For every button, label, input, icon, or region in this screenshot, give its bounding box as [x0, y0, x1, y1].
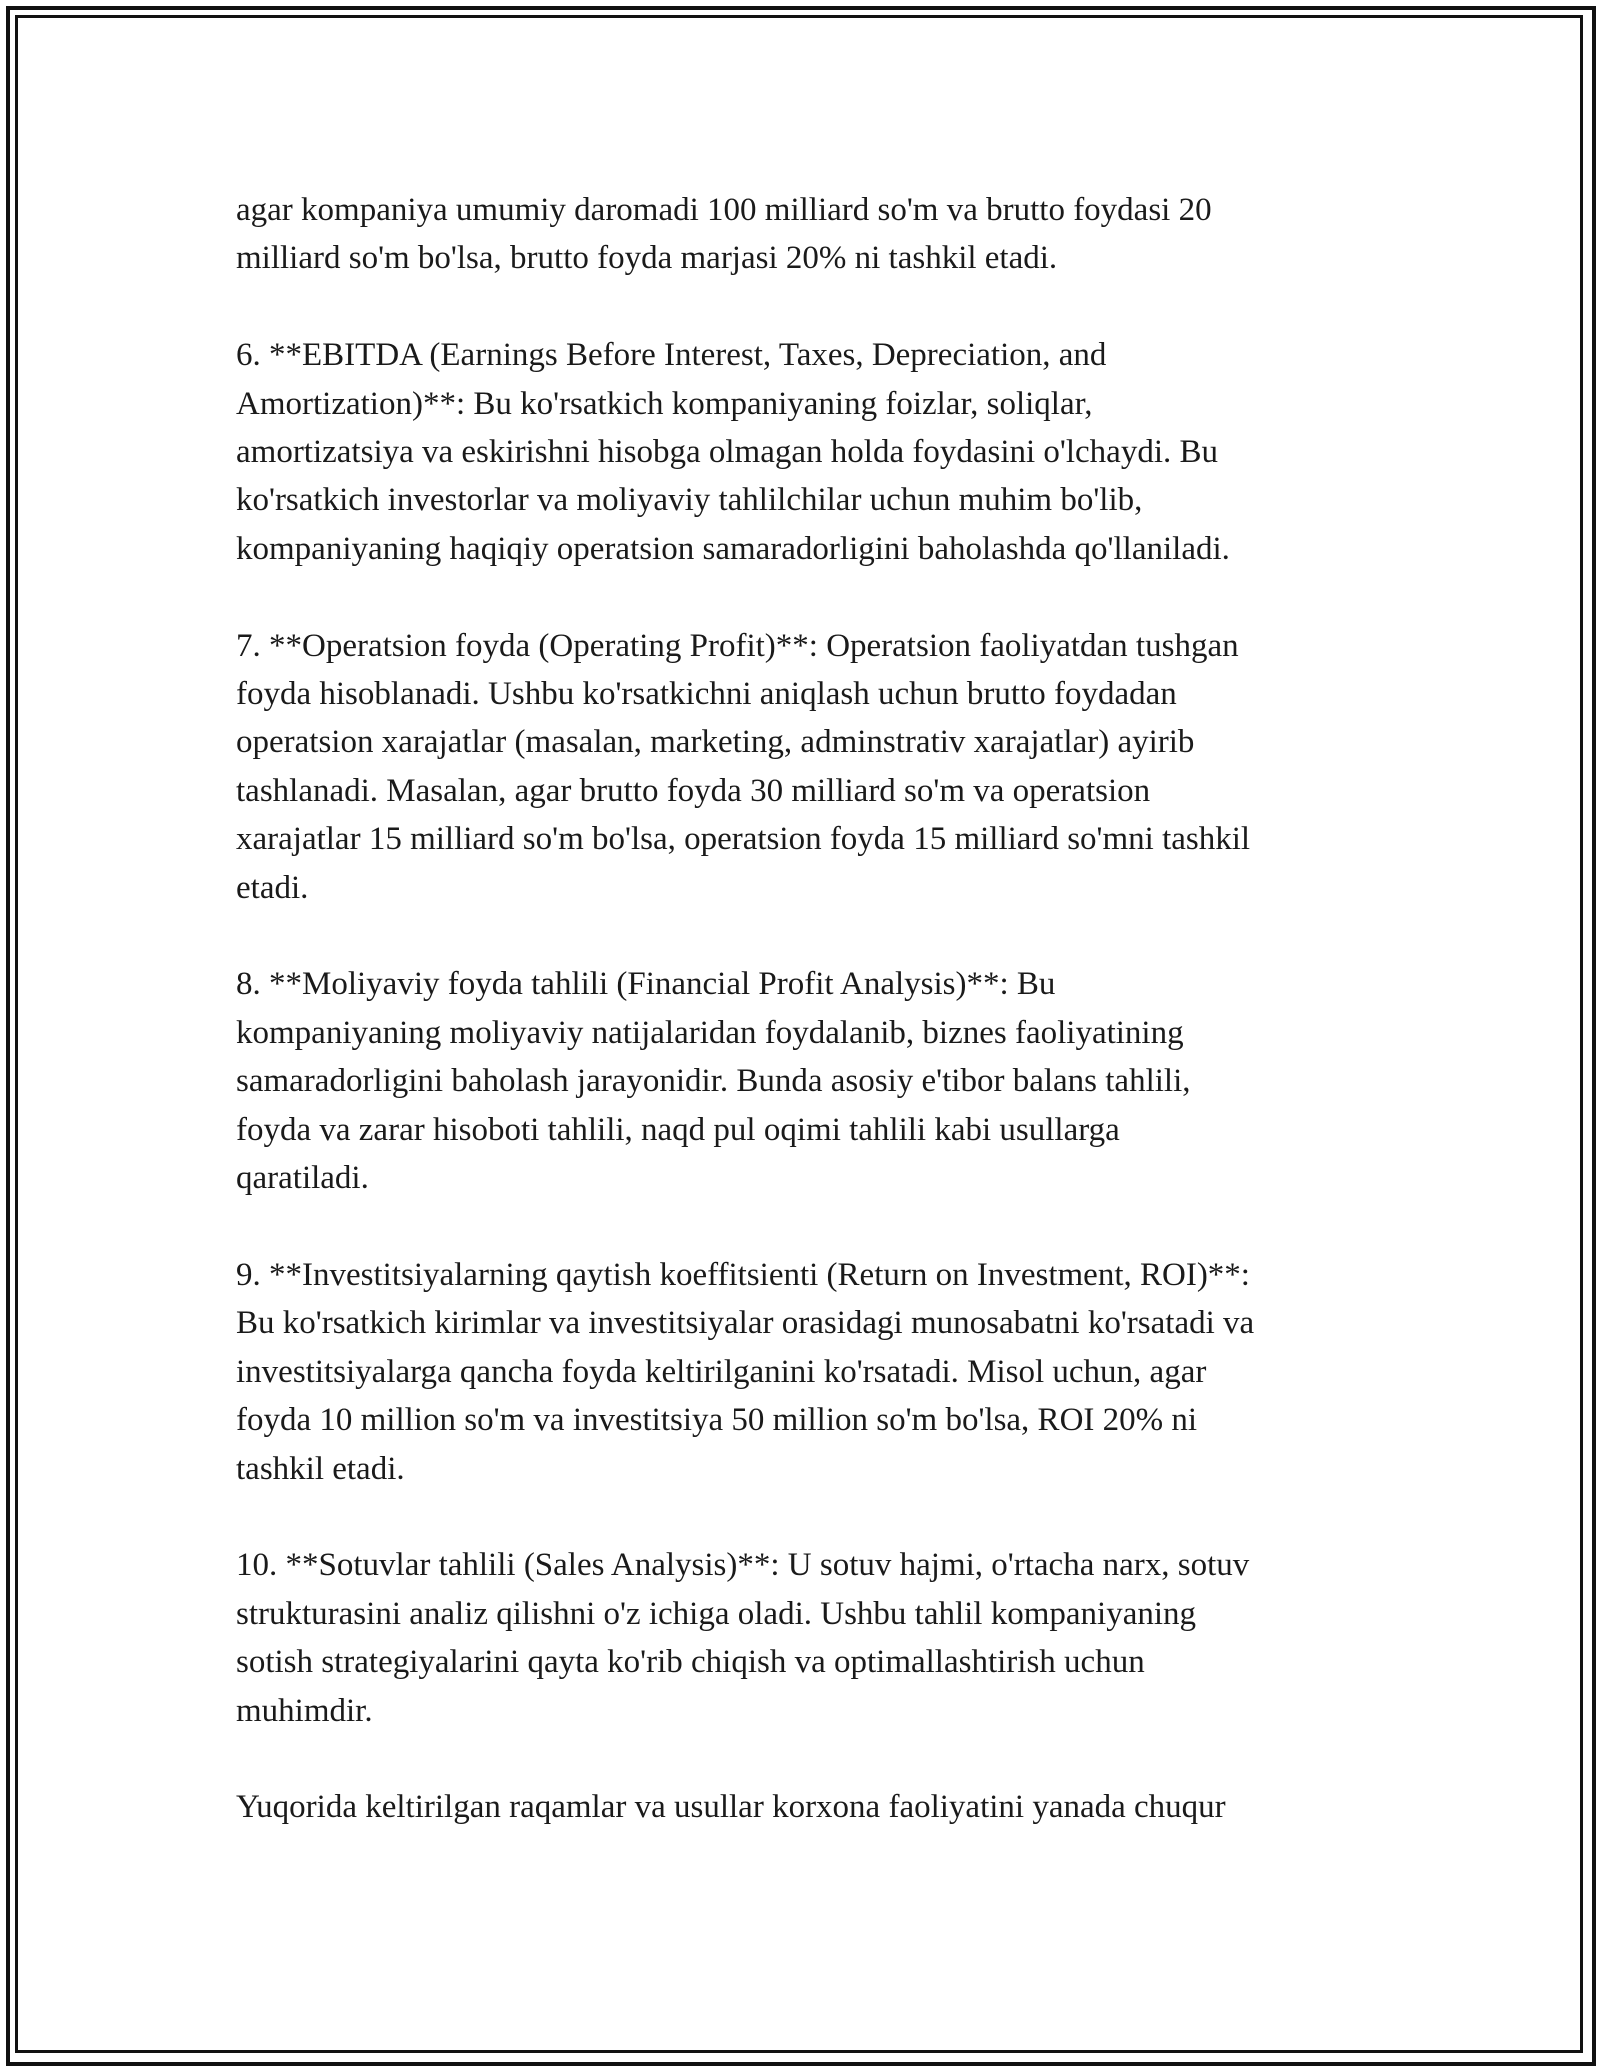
document-body — [236, 186, 1386, 1832]
paragraph-operating-profit: 7. **Operatsion foyda (Operating Profit)**: Operatsion faoliyatdan tushgan foyda hisoblanadi. Ushbu ko'rsatkichni aniqlash uchun brutto foydadan operatsion xarajatlar (masalan, marketing, adminstrativ xarajatlar) ayirib tashlanadi. Masalan, agar brutto foyda 30 milliard so'm va operatsion xarajatlar 15 milliard so'm bo'lsa, operatsion foyda 15 milliard so'mni tashkil etadi. — [236, 627, 1251, 906]
paragraph-gross-margin-continuation: agar kompaniya umumiy daromadi 100 milliard so'm va brutto foydasi 20 milliard so'm bo'lsa, brutto foyda marjasi 20% ni tashkil etadi. — [236, 192, 1212, 277]
paragraph-financial-profit-analysis: 8. **Moliyaviy foyda tahlili (Financial Profit Analysis)**: Bu kompaniyaning moliyaviy natijalaridan foydalanib, biznes faoliyatining samaradorligini baholash jarayonidir. Bunda asosiy e'tibor balans tahlili, foyda va zarar hisoboti tahlili, naqd pul oqimi tahlili kabi usullarga qaratiladi. — [236, 966, 1191, 1197]
paragraph-sales-analysis: 10. **Sotuvlar tahlili (Sales Analysis)**: U sotuv hajmi, o'rtacha narx, sotuv strukturasini analiz qilishni o'z ichiga oladi. Ushbu tahlil kompaniyaning sotish strategiyalarini qayta ko'rib chiqish va optimallashtirish uchun muhimdir. — [236, 1547, 1250, 1729]
paragraph-roi: 9. **Investitsiyalarning qaytish koeffitsienti (Return on Investment, ROI)**: Bu ko'rsatkich kirimlar va investitsiyalar orasidagi munosabatni ko'rsatadi va investitsiyalarga qancha foyda keltirilganini ko'rsatadi. Misol uchun, agar foyda 10 million so'm va investitsiya 50 million so'm bo'lsa, ROI 20% ni tashkil etadi. — [236, 1256, 1255, 1487]
paragraph-ebitda: 6. **EBITDA (Earnings Before Interest, Taxes, Depreciation, and Amortization)**: Bu ko'rsatkich kompaniyaning foizlar, soliqlar, amortizatsiya va eskirishni hisobga olmagan holda foydasini o'lchaydi. Bu ko'rsatkich investorlar va moliyaviy tahlilchilar uchun muhim bo'lib, kompaniyaning haqiqiy operatsion samaradorligini baholashda qo'llaniladi. — [236, 337, 1230, 567]
paragraph-conclusion: Yuqorida keltirilgan raqamlar va usullar korxona faoliyatini yanada chuqur — [236, 1789, 1226, 1826]
